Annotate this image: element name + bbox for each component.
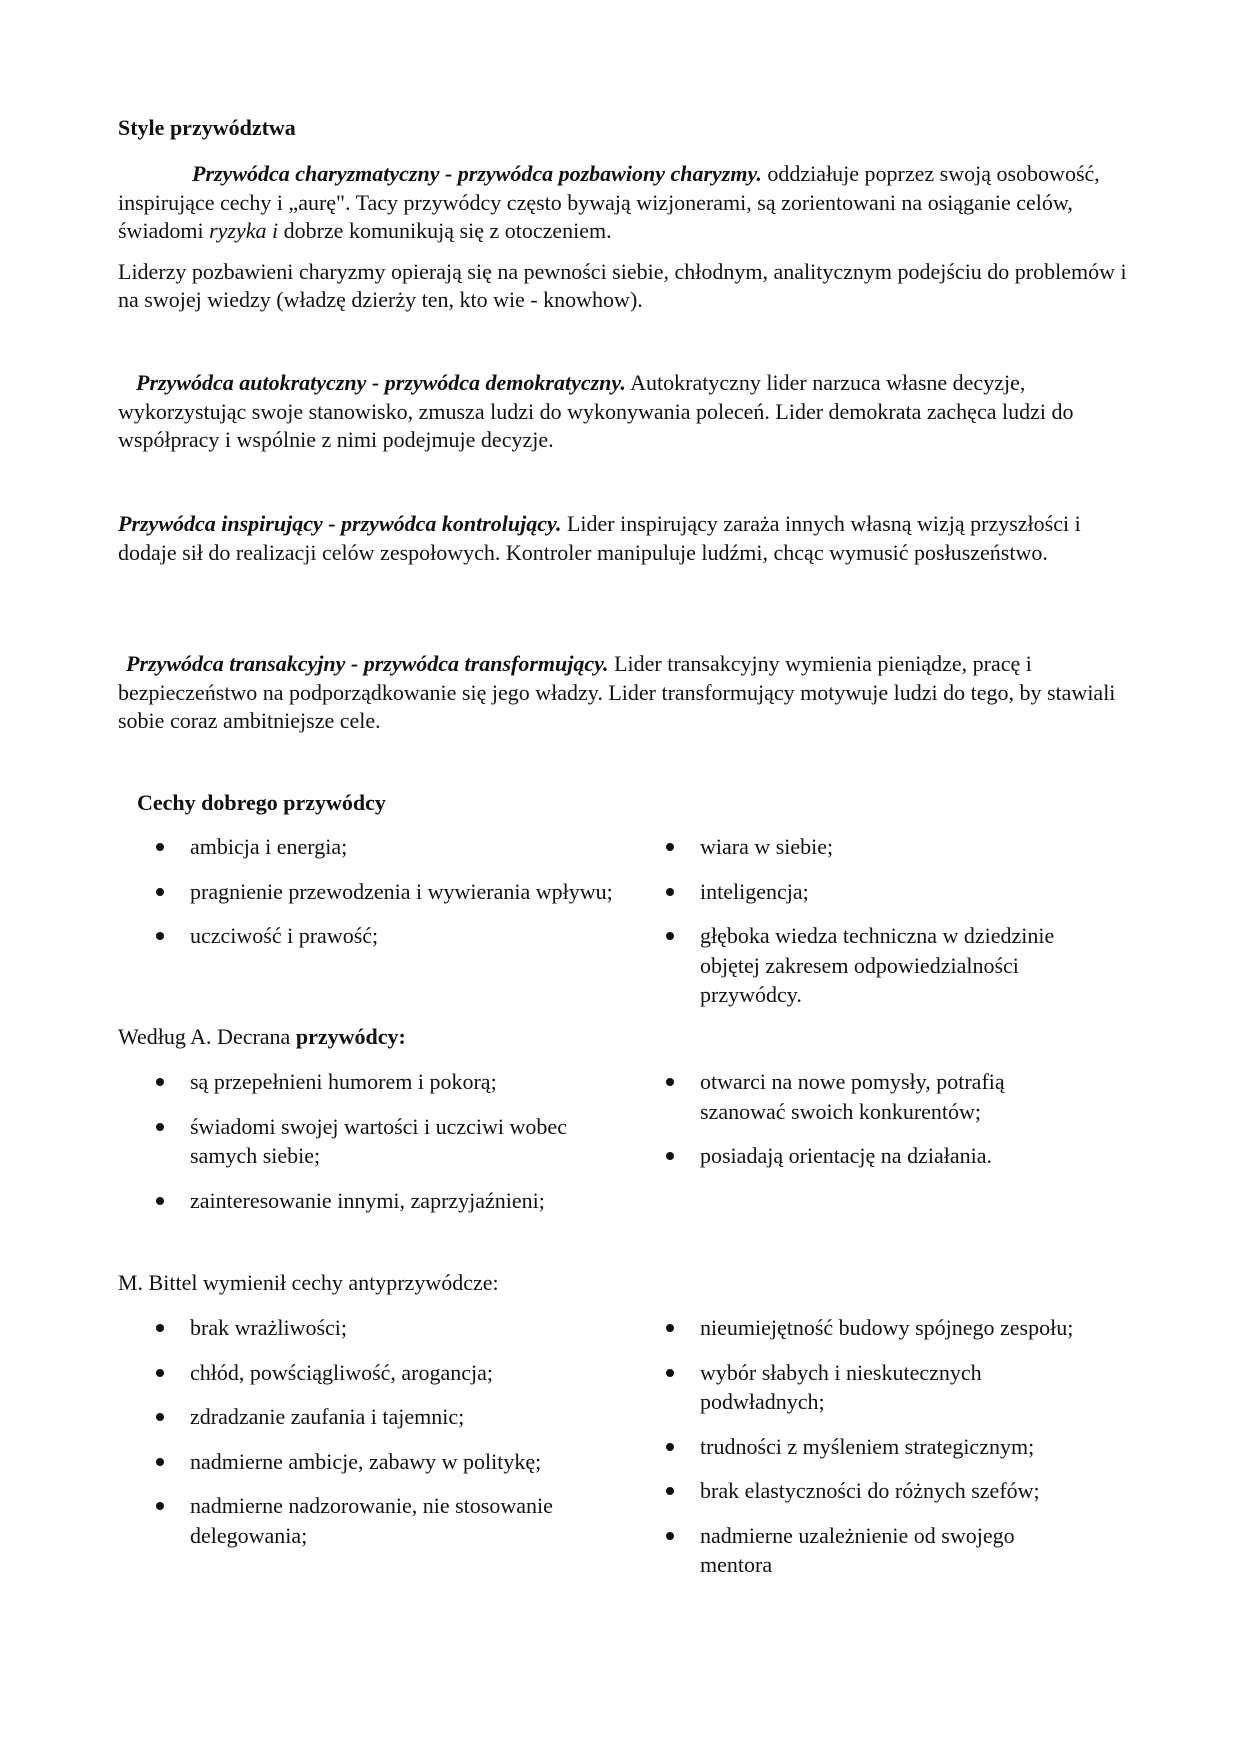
traits-list-right bbox=[700, 832, 1150, 1025]
list-item bbox=[190, 1186, 630, 1216]
bittel-list-right bbox=[700, 1313, 1150, 1595]
list-item-text: głęboka wiedza techniczna w dziedzinie objętej zakresem odpowiedzialności przywódcy. bbox=[700, 923, 1055, 1007]
list-item bbox=[190, 921, 630, 951]
section-lead: Przywódca charyzmatyczny - przywódca pozbawiony charyzmy. bbox=[192, 161, 762, 186]
section-charismatic bbox=[118, 160, 1143, 315]
list-item-text: nieumiejętność budowy spójnego zespołu; bbox=[700, 1315, 1074, 1340]
bullet-icon bbox=[156, 1324, 164, 1332]
list-item bbox=[700, 1521, 1080, 1580]
list-item-text: wybór słabych i nieskutecznych podwładnych; bbox=[700, 1359, 982, 1414]
list-item bbox=[700, 1067, 1060, 1126]
bullet-icon bbox=[156, 1413, 164, 1421]
bullet-icon bbox=[666, 1152, 674, 1160]
section-lead: Przywódca transakcyjny - przywódca transformujący. bbox=[126, 651, 609, 676]
list-item bbox=[700, 1358, 1040, 1417]
paragraph-text: Autokratyczny lider narzuca własne decyzje, wykorzystując swoje stanowisko, zmusza ludzi do wykonywania poleceń. Lider demokrata zachęca ludzi do współpracy i wspólnie z nimi podejmuje decyzje. bbox=[118, 370, 1074, 452]
list-item-text: otwarci na nowe pomysły, potrafią szanować swoich konkurentów; bbox=[700, 1069, 1005, 1124]
list-item bbox=[700, 921, 1100, 1010]
paragraph bbox=[118, 650, 1143, 736]
bullet-icon bbox=[666, 1369, 674, 1377]
traits-list-left bbox=[190, 832, 630, 966]
decran-list-right bbox=[700, 1067, 1060, 1186]
bullet-icon bbox=[666, 1443, 674, 1451]
list-item-text: nadmierne ambicje, zabawy w politykę; bbox=[190, 1448, 542, 1474]
list-item bbox=[190, 832, 630, 862]
bullet-icon bbox=[666, 932, 674, 940]
list-item bbox=[190, 1402, 630, 1432]
list-item bbox=[190, 1358, 630, 1388]
italic-text: ryzyka i bbox=[209, 218, 279, 243]
bittel-intro: M. Bittel wymienił cechy antyprzywódcze: bbox=[118, 1270, 499, 1295]
paragraph-text: oddziałuje poprzez swoją osobowość, inspirujące cechy i „aurę". Tacy przywódcy często bywają wizjonerami, są zorientowani na osiąganie celów, świadomi bbox=[118, 161, 1100, 243]
bullet-icon bbox=[156, 1502, 164, 1510]
section-lead: Przywódca autokratyczny - przywódca demokratyczny. bbox=[136, 370, 626, 395]
bullet-icon bbox=[666, 1324, 674, 1332]
list-item-text: pragnienie przewodzenia i wywierania wpływu; bbox=[190, 878, 613, 904]
list-item bbox=[700, 832, 1150, 862]
intro-text: Według A. Decrana bbox=[118, 1024, 296, 1049]
bullet-icon bbox=[156, 1369, 164, 1377]
decran-intro bbox=[118, 1023, 1143, 1052]
paragraph-text: Lider inspirujący zaraża innych własną wizją przyszłości i dodaje sił do realizacji celów zespołowych. Kontroler manipuluje ludźmi, chcąc wymusić posłuszeństwo. bbox=[118, 511, 1081, 565]
list-item bbox=[700, 1313, 1150, 1343]
list-item bbox=[700, 1476, 1150, 1506]
list-item-text: zdradzanie zaufania i tajemnic; bbox=[190, 1404, 465, 1429]
list-item-text: zainteresowanie innymi, zaprzyjaźnieni; bbox=[190, 1187, 545, 1213]
bullet-icon bbox=[156, 1197, 164, 1205]
paragraph-text: Lider transakcyjny wymienia pieniądze, pracę i bezpieczeństwo na podporządkowanie się jego władzy. Lider transformujący motywuje ludzi do tego, by stawiali sobie coraz ambitniejsze cele. bbox=[118, 651, 1116, 733]
title-text: Style przywództwa bbox=[118, 115, 296, 140]
list-item-text: brak elastyczności do różnych szefów; bbox=[700, 1478, 1040, 1503]
paragraph: Liderzy pozbawieni charyzmy opierają się na pewności siebie, chłodnym, analitycznym podejściu do problemów i na swojej wiedzy (władzę dzierży ten, kto wie - knowhow). bbox=[118, 258, 1127, 312]
bullet-icon bbox=[666, 1078, 674, 1086]
list-item bbox=[700, 877, 1150, 907]
bullet-icon bbox=[666, 1532, 674, 1540]
bullet-icon bbox=[666, 843, 674, 851]
bullet-icon bbox=[156, 888, 164, 896]
list-item-text: nadmierne nadzorowanie, nie stosowanie delegowania; bbox=[190, 1493, 553, 1548]
list-item-text: posiadają orientację na działania. bbox=[700, 1143, 992, 1168]
list-item-text: są przepełnieni humorem i pokorą; bbox=[190, 1069, 497, 1094]
list-item-text: trudności z myśleniem strategicznym; bbox=[700, 1433, 1035, 1459]
bullet-icon bbox=[156, 1078, 164, 1086]
list-item bbox=[700, 1432, 1150, 1462]
intro-bold: przywódcy: bbox=[295, 1024, 406, 1049]
bittel-list-left bbox=[190, 1313, 630, 1565]
list-item-text: świadomi swojej wartości i uczciwi wobec samych siebie; bbox=[190, 1113, 567, 1168]
list-item bbox=[190, 1067, 630, 1097]
traits-heading: Cechy dobrego przywódcy bbox=[137, 790, 386, 815]
list-item-text: inteligencja; bbox=[700, 878, 809, 904]
list-item bbox=[190, 877, 630, 907]
section-lead: Przywódca inspirujący - przywódca kontrolujący. bbox=[118, 511, 562, 536]
paragraph bbox=[118, 160, 1143, 246]
paragraph-text: dobrze komunikują się z otoczeniem. bbox=[278, 218, 612, 243]
list-item bbox=[190, 1313, 630, 1343]
bullet-icon bbox=[156, 1458, 164, 1466]
document-title bbox=[118, 114, 1143, 143]
bullet-icon bbox=[666, 888, 674, 896]
paragraph bbox=[118, 369, 1143, 455]
list-item-text: wiara w siebie; bbox=[700, 834, 834, 859]
section-transactional bbox=[118, 650, 1143, 736]
list-item bbox=[190, 1491, 630, 1550]
paragraph bbox=[118, 510, 1143, 567]
bullet-icon bbox=[156, 1123, 164, 1131]
bullet-icon bbox=[156, 932, 164, 940]
list-item-text: nadmierne uzależnienie od swojego mentora bbox=[700, 1522, 1015, 1577]
list-item-text: uczciwość i prawość; bbox=[190, 923, 379, 948]
bullet-icon bbox=[156, 843, 164, 851]
list-item bbox=[190, 1112, 630, 1171]
section-inspiring bbox=[118, 510, 1143, 567]
list-item-text: ambicja i energia; bbox=[190, 834, 348, 859]
list-item bbox=[700, 1141, 1060, 1171]
bullet-icon bbox=[666, 1487, 674, 1495]
list-item bbox=[190, 1447, 630, 1477]
section-autocratic bbox=[118, 369, 1143, 455]
list-item-text: chłód, powściągliwość, arogancja; bbox=[190, 1359, 494, 1385]
list-item-text: brak wrażliwości; bbox=[190, 1315, 347, 1340]
decran-list-left bbox=[190, 1067, 630, 1230]
